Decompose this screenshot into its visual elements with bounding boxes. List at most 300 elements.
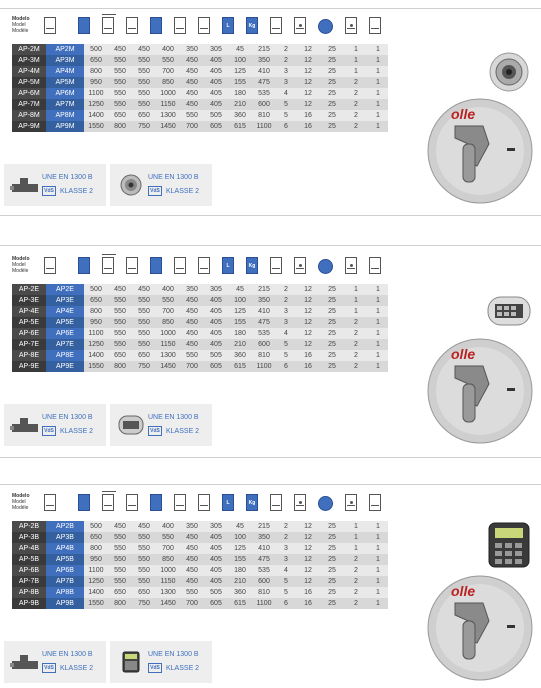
spec-value-cell: 45	[228, 44, 252, 55]
table-row	[12, 339, 388, 350]
model-code-cell: AP-6B	[12, 565, 46, 576]
spec-value-cell: 600	[252, 99, 276, 110]
spec-value-cell: 1000	[156, 328, 180, 339]
spec-value-cell: 1250	[84, 99, 108, 110]
model-ref-cell: AP7E	[46, 339, 84, 350]
spec-value-cell: 550	[108, 99, 132, 110]
spec-value-cell: 850	[156, 77, 180, 88]
model-ref-cell: AP9B	[46, 598, 84, 609]
spec-value-cell: 1250	[84, 576, 108, 587]
electronic-lock-icon	[487, 521, 531, 569]
model-code-cell: AP-2E	[12, 284, 46, 295]
dial-lock-icon	[489, 52, 529, 92]
table-row	[12, 306, 388, 317]
spec-value-cell: 16	[296, 110, 320, 121]
bolt-diameter-icon	[318, 259, 333, 274]
spec-value-cell: 700	[156, 306, 180, 317]
spec-value-cell: 305	[204, 284, 228, 295]
spec-value-cell: 800	[84, 306, 108, 317]
internal-width-icon	[174, 494, 186, 511]
spec-value-cell: 1	[368, 284, 388, 295]
external-width-icon	[102, 257, 114, 274]
external-depth-icon	[126, 494, 138, 511]
anchor-holes-icon	[345, 17, 357, 34]
internal-depth-icon	[198, 17, 210, 34]
vds-logo: VdS	[42, 663, 56, 673]
spec-value-cell: 305	[204, 521, 228, 532]
spec-icon-row	[12, 14, 402, 40]
spec-value-cell: 550	[132, 543, 156, 554]
cert-class-text: KLASSE 2	[60, 665, 94, 672]
brand-logo: olle	[451, 346, 476, 362]
model-code-cell: AP-8B	[12, 587, 46, 598]
volume-liters-icon-label: L	[226, 500, 230, 506]
spec-value-cell: 405	[204, 576, 228, 587]
vds-logo: VdS	[42, 426, 56, 436]
spec-value-cell: 1	[368, 110, 388, 121]
spec-value-cell: 450	[108, 284, 132, 295]
spec-value-cell: 25	[320, 350, 344, 361]
vds-logo: VdS	[148, 186, 162, 196]
spec-table	[12, 521, 388, 609]
table-row	[12, 77, 388, 88]
model-code-cell: AP-6E	[12, 328, 46, 339]
spec-value-cell: 800	[108, 121, 132, 132]
spec-value-cell: 1	[368, 532, 388, 543]
spec-value-cell: 155	[228, 77, 252, 88]
spec-value-cell: 405	[204, 77, 228, 88]
spec-value-cell: 12	[296, 284, 320, 295]
model-ref-cell: AP4B	[46, 543, 84, 554]
spec-value-cell: 750	[132, 361, 156, 372]
icon-detail	[104, 268, 112, 271]
spec-value-cell: 12	[296, 532, 320, 543]
shelves-icon	[270, 17, 282, 34]
bolt-lock-icon	[10, 651, 40, 673]
spec-value-cell: 550	[132, 88, 156, 99]
spec-value-cell: 25	[320, 99, 344, 110]
spec-value-cell: 605	[204, 121, 228, 132]
model-ref-cell: AP5E	[46, 317, 84, 328]
cert-class-text: KLASSE 2	[166, 428, 200, 435]
spec-value-cell: 25	[320, 328, 344, 339]
divider-top	[0, 8, 541, 9]
model-ref-cell: AP6M	[46, 88, 84, 99]
spec-value-cell: 450	[180, 295, 204, 306]
doors-icon	[369, 17, 381, 34]
model-ref-cell: AP8M	[46, 110, 84, 121]
spec-value-cell: 550	[108, 565, 132, 576]
icon-detail	[104, 505, 112, 508]
table-row	[12, 55, 388, 66]
divider-4	[0, 484, 541, 485]
model-ref-cell: AP3E	[46, 295, 84, 306]
spec-value-cell: 700	[156, 66, 180, 77]
spec-value-cell: 2	[276, 521, 296, 532]
model-code-cell: AP-2M	[12, 44, 46, 55]
internal-height-icon	[150, 494, 162, 511]
spec-value-cell: 12	[296, 77, 320, 88]
cert-standard-text: UNE EN 1300 B	[42, 651, 93, 658]
spec-value-cell: 535	[252, 328, 276, 339]
spec-value-cell: 405	[204, 565, 228, 576]
icon-detail	[200, 505, 208, 508]
internal-width-icon	[174, 257, 186, 274]
spec-value-cell: 350	[180, 44, 204, 55]
spec-value-cell: 550	[132, 317, 156, 328]
spec-value-cell: 650	[84, 532, 108, 543]
table-row	[12, 565, 388, 576]
model-code-cell: AP-9M	[12, 121, 46, 132]
spec-value-cell: 550	[108, 55, 132, 66]
table-row	[12, 121, 388, 132]
spec-value-cell: 450	[180, 554, 204, 565]
table-row	[12, 521, 388, 532]
spec-value-cell: 2	[276, 532, 296, 543]
spec-value-cell: 405	[204, 339, 228, 350]
shelves-icon	[270, 257, 282, 274]
spec-value-cell: 2	[276, 295, 296, 306]
spec-value-cell: 350	[252, 295, 276, 306]
spec-value-cell: 1550	[84, 598, 108, 609]
spec-value-cell: 25	[320, 576, 344, 587]
safe-outline-icon	[44, 17, 56, 34]
spec-value-cell: 475	[252, 554, 276, 565]
spec-value-cell: 550	[108, 295, 132, 306]
spec-value-cell: 450	[180, 99, 204, 110]
spec-value-cell: 2	[344, 99, 368, 110]
handle-icon	[425, 336, 535, 446]
model-ref-cell: AP4M	[46, 66, 84, 77]
spec-value-cell: 25	[320, 543, 344, 554]
spec-icon-row	[12, 254, 402, 280]
icon-detail	[296, 505, 304, 508]
dial-lock-image	[489, 52, 529, 97]
spec-value-cell: 410	[252, 306, 276, 317]
spec-value-cell: 5	[276, 587, 296, 598]
spec-value-cell: 550	[108, 328, 132, 339]
model-code-cell: AP-8M	[12, 110, 46, 121]
doors-icon	[369, 257, 381, 274]
spec-value-cell: 800	[84, 66, 108, 77]
spec-value-cell: 100	[228, 55, 252, 66]
width-arrow-icon	[102, 491, 116, 493]
certification-badge-1	[4, 404, 106, 446]
spec-value-cell: 12	[296, 521, 320, 532]
doors-icon	[369, 494, 381, 511]
spec-value-cell: 1	[368, 521, 388, 532]
spec-value-cell: 1	[368, 317, 388, 328]
spec-value-cell: 1100	[252, 121, 276, 132]
spec-value-cell: 450	[180, 88, 204, 99]
spec-value-cell: 12	[296, 565, 320, 576]
weight-kg-icon	[246, 494, 258, 511]
spec-value-cell: 12	[296, 576, 320, 587]
model-code-cell: AP-3B	[12, 532, 46, 543]
spec-value-cell: 1100	[84, 328, 108, 339]
model-ref-cell: AP5M	[46, 77, 84, 88]
external-depth-icon	[126, 257, 138, 274]
volume-liters-icon-label: L	[226, 23, 230, 29]
spec-value-cell: 1450	[156, 121, 180, 132]
spec-value-cell: 25	[320, 88, 344, 99]
spec-value-cell: 25	[320, 306, 344, 317]
model-code-cell: AP-5B	[12, 554, 46, 565]
spec-value-cell: 1100	[84, 88, 108, 99]
model-ref-cell: AP2B	[46, 521, 84, 532]
internal-height-icon	[150, 257, 162, 274]
model-ref-cell: AP9M	[46, 121, 84, 132]
spec-value-cell: 3	[276, 306, 296, 317]
icon-dot	[299, 24, 302, 27]
spec-value-cell: 550	[108, 66, 132, 77]
icon-detail	[200, 28, 208, 31]
spec-value-cell: 25	[320, 587, 344, 598]
bolts-icon	[294, 17, 306, 34]
icon-detail	[347, 28, 355, 31]
spec-value-cell: 1	[344, 521, 368, 532]
spec-value-cell: 1400	[84, 350, 108, 361]
volume-liters-icon	[222, 257, 234, 274]
model-code-cell: AP-3E	[12, 295, 46, 306]
keypad-lock-icon	[116, 414, 146, 436]
spec-value-cell: 405	[204, 99, 228, 110]
spec-value-cell: 215	[252, 284, 276, 295]
spec-value-cell: 450	[180, 532, 204, 543]
model-code-cell: AP-6M	[12, 88, 46, 99]
icon-detail	[347, 505, 355, 508]
spec-value-cell: 405	[204, 317, 228, 328]
spec-value-cell: 2	[344, 554, 368, 565]
safe-handle-image	[425, 96, 535, 206]
spec-value-cell: 100	[228, 295, 252, 306]
spec-value-cell: 2	[344, 328, 368, 339]
electronic-lock-icon	[116, 651, 146, 673]
spec-value-cell: 850	[156, 317, 180, 328]
spec-value-cell: 550	[132, 295, 156, 306]
spec-value-cell: 215	[252, 521, 276, 532]
external-width-icon	[102, 494, 114, 511]
spec-value-cell: 410	[252, 543, 276, 554]
spec-value-cell: 1	[368, 543, 388, 554]
icon-detail	[347, 268, 355, 271]
spec-value-cell: 1300	[156, 350, 180, 361]
vds-logo: VdS	[148, 426, 162, 436]
spec-value-cell: 25	[320, 361, 344, 372]
spec-value-cell: 12	[296, 306, 320, 317]
icon-detail	[176, 28, 184, 31]
spec-value-cell: 550	[132, 532, 156, 543]
model-ref-cell: AP3B	[46, 532, 84, 543]
spec-value-cell: 500	[84, 44, 108, 55]
spec-value-cell: 800	[108, 361, 132, 372]
certification-badge-1	[4, 641, 106, 683]
spec-value-cell: 12	[296, 317, 320, 328]
bolt-diameter-icon	[318, 496, 333, 511]
model-label-es: Modelo	[12, 493, 30, 499]
model-label-fr: Modèle	[12, 268, 29, 274]
spec-table	[12, 284, 388, 372]
spec-value-cell: 6	[276, 598, 296, 609]
spec-value-cell: 450	[180, 77, 204, 88]
icon-dot	[350, 501, 353, 504]
spec-value-cell: 535	[252, 565, 276, 576]
certification-badge-1	[4, 164, 106, 206]
model-ref-cell: AP4E	[46, 306, 84, 317]
spec-value-cell: 12	[296, 44, 320, 55]
icon-detail	[200, 268, 208, 271]
spec-value-cell: 1100	[84, 565, 108, 576]
model-ref-cell: AP2E	[46, 284, 84, 295]
spec-value-cell: 16	[296, 350, 320, 361]
volume-liters-icon	[222, 494, 234, 511]
model-code-cell: AP-5E	[12, 317, 46, 328]
model-ref-cell: AP8E	[46, 350, 84, 361]
icon-detail	[46, 505, 54, 508]
spec-value-cell: 550	[108, 88, 132, 99]
spec-value-cell: 25	[320, 521, 344, 532]
spec-icon-row	[12, 491, 402, 517]
model-code-cell: AP-4E	[12, 306, 46, 317]
spec-value-cell: 650	[132, 110, 156, 121]
spec-value-cell: 2	[344, 317, 368, 328]
icon-detail	[104, 28, 112, 31]
spec-value-cell: 1400	[84, 110, 108, 121]
spec-value-cell: 550	[108, 317, 132, 328]
model-code-cell: AP-7B	[12, 576, 46, 587]
spec-value-cell: 25	[320, 121, 344, 132]
spec-value-cell: 1	[368, 587, 388, 598]
spec-value-cell: 1300	[156, 587, 180, 598]
spec-value-cell: 505	[204, 350, 228, 361]
spec-value-cell: 650	[108, 587, 132, 598]
spec-value-cell: 400	[156, 44, 180, 55]
model-label	[12, 16, 46, 34]
table-row	[12, 44, 388, 55]
spec-value-cell: 45	[228, 284, 252, 295]
spec-value-cell: 1	[368, 295, 388, 306]
spec-value-cell: 2	[344, 361, 368, 372]
cert-standard-text: UNE EN 1300 B	[148, 174, 199, 181]
table-row	[12, 88, 388, 99]
spec-value-cell: 1	[368, 565, 388, 576]
keypad-lock-icon	[487, 296, 531, 326]
spec-value-cell: 450	[132, 44, 156, 55]
spec-value-cell: 2	[344, 110, 368, 121]
model-label-en: Model	[12, 499, 26, 505]
bolts-icon	[294, 257, 306, 274]
spec-value-cell: 1450	[156, 361, 180, 372]
model-code-cell: AP-4B	[12, 543, 46, 554]
spec-value-cell: 950	[84, 317, 108, 328]
spec-value-cell: 550	[132, 339, 156, 350]
internal-depth-icon	[198, 257, 210, 274]
table-row	[12, 543, 388, 554]
icon-detail	[296, 268, 304, 271]
icon-detail	[371, 505, 379, 508]
spec-value-cell: 405	[204, 66, 228, 77]
spec-value-cell: 535	[252, 88, 276, 99]
bolt-lock-icon	[10, 174, 40, 196]
spec-value-cell: 1150	[156, 339, 180, 350]
spec-value-cell: 1550	[84, 121, 108, 132]
spec-value-cell: 25	[320, 339, 344, 350]
spec-value-cell: 550	[180, 587, 204, 598]
spec-value-cell: 615	[228, 598, 252, 609]
spec-value-cell: 5	[276, 350, 296, 361]
safe-handle-image	[425, 573, 535, 683]
spec-value-cell: 450	[180, 55, 204, 66]
spec-value-cell: 500	[84, 521, 108, 532]
certification-badge-2	[110, 164, 212, 206]
spec-value-cell: 12	[296, 295, 320, 306]
spec-value-cell: 25	[320, 110, 344, 121]
spec-value-cell: 12	[296, 88, 320, 99]
spec-value-cell: 650	[84, 295, 108, 306]
external-width-icon	[102, 17, 114, 34]
spec-value-cell: 2	[344, 598, 368, 609]
spec-value-cell: 1	[344, 66, 368, 77]
vds-logo: VdS	[42, 186, 56, 196]
model-label-es: Modelo	[12, 256, 30, 262]
icon-detail	[46, 28, 54, 31]
spec-value-cell: 1	[368, 328, 388, 339]
icon-detail	[371, 268, 379, 271]
spec-value-cell: 550	[156, 532, 180, 543]
spec-value-cell: 2	[344, 121, 368, 132]
spec-value-cell: 125	[228, 66, 252, 77]
spec-value-cell: 400	[156, 521, 180, 532]
spec-value-cell: 5	[276, 99, 296, 110]
spec-value-cell: 2	[276, 55, 296, 66]
spec-value-cell: 6	[276, 121, 296, 132]
spec-value-cell: 1400	[84, 587, 108, 598]
bolt-diameter-icon	[318, 19, 333, 34]
cert-standard-text: UNE EN 1300 B	[42, 174, 93, 181]
spec-value-cell: 1100	[252, 361, 276, 372]
spec-value-cell: 550	[132, 576, 156, 587]
spec-value-cell: 450	[108, 44, 132, 55]
spec-value-cell: 155	[228, 554, 252, 565]
table-row	[12, 587, 388, 598]
dial-lock-icon	[116, 174, 146, 196]
spec-value-cell: 1250	[84, 339, 108, 350]
spec-value-cell: 1300	[156, 110, 180, 121]
internal-width-icon	[174, 17, 186, 34]
spec-value-cell: 1000	[156, 565, 180, 576]
model-code-cell: AP-4M	[12, 66, 46, 77]
spec-value-cell: 405	[204, 306, 228, 317]
model-label-en: Model	[12, 22, 26, 28]
spec-value-cell: 1000	[156, 88, 180, 99]
spec-value-cell: 1450	[156, 598, 180, 609]
spec-value-cell: 12	[296, 99, 320, 110]
icon-detail	[296, 28, 304, 31]
model-ref-cell: AP6E	[46, 328, 84, 339]
spec-value-cell: 1	[368, 121, 388, 132]
spec-value-cell: 550	[108, 339, 132, 350]
icon-detail	[176, 268, 184, 271]
table-row	[12, 361, 388, 372]
spec-value-cell: 550	[108, 554, 132, 565]
spec-value-cell: 1	[368, 339, 388, 350]
spec-value-cell: 950	[84, 554, 108, 565]
model-label-en: Model	[12, 262, 26, 268]
spec-value-cell: 125	[228, 306, 252, 317]
spec-value-cell: 600	[252, 576, 276, 587]
spec-value-cell: 550	[108, 306, 132, 317]
spec-value-cell: 700	[180, 598, 204, 609]
